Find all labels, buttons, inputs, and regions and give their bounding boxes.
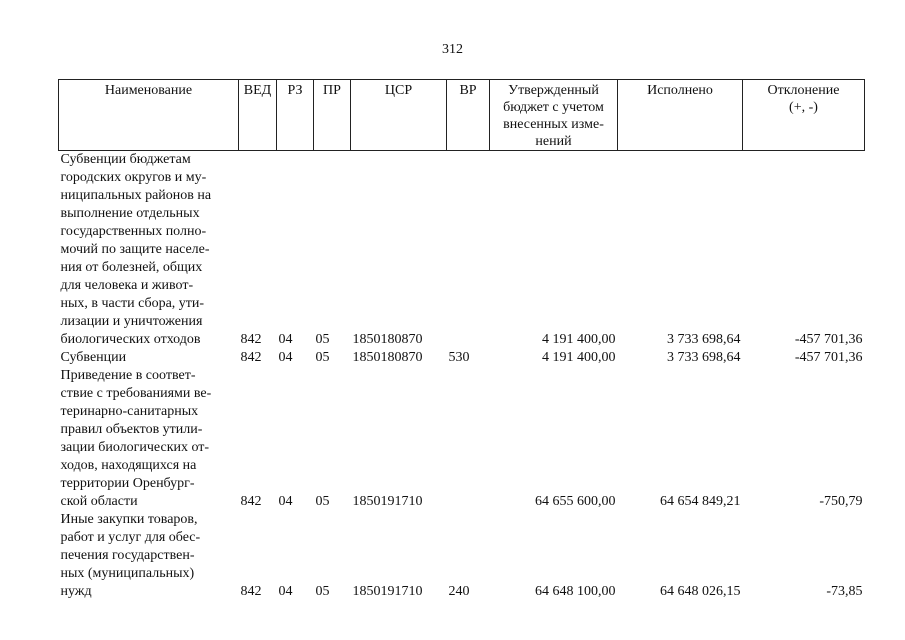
row-name-line: ствие с требованиями ве- [60, 386, 212, 401]
row-name-line: выполнение отдельных [60, 206, 200, 221]
row-name-line: городских округов и му- [60, 170, 207, 185]
header-budget [490, 80, 618, 151]
header-csr: ЦСР [351, 80, 447, 151]
row-csr: 1850191710 [352, 494, 423, 509]
row-ved: 842 [240, 332, 262, 347]
row-name-line: ниципальных районов на [60, 188, 212, 203]
row-executed: 3 733 698,64 [667, 350, 741, 365]
row-ved: 842 [240, 584, 262, 599]
row-name-line: зации биологических от- [60, 440, 210, 455]
row-vr [447, 151, 490, 350]
row-executed: 64 654 849,21 [660, 494, 741, 509]
row-deviation: -750,79 [819, 494, 863, 509]
header-deviation-line: (+, -) [789, 100, 818, 115]
table-row [59, 367, 865, 511]
row-name-line: мочий по защите населе- [60, 242, 210, 257]
row-name-line: ходов, находящихся на [60, 458, 197, 473]
header-row [59, 80, 865, 151]
header-budget-line: бюджет с учетом [503, 100, 604, 115]
header-deviation-line: Отклонение [767, 83, 840, 98]
row-name-line: Иные закупки товаров, [60, 512, 198, 527]
header-budget-line: Утвержденный [508, 83, 599, 98]
row-rz: 04 [278, 584, 293, 599]
row-name [59, 367, 239, 511]
row-name [59, 511, 239, 601]
row-csr: 1850191710 [352, 584, 423, 599]
row-name-line: ных, в части сбора, ути- [60, 296, 205, 311]
row-csr: 1850180870 [352, 350, 423, 365]
row-rz: 04 [278, 350, 293, 365]
table-row [59, 151, 865, 350]
row-rz: 04 [278, 332, 293, 347]
row-pr: 05 [315, 494, 330, 509]
row-pr: 05 [315, 332, 330, 347]
header-deviation [743, 80, 865, 151]
row-name-line: Субвенции [60, 350, 127, 365]
header-pr: ПР [314, 80, 351, 151]
row-ved: 842 [240, 350, 262, 365]
row-name-line: работ и услуг для обес- [60, 530, 201, 545]
row-budget: 4 191 400,00 [542, 332, 616, 347]
row-name-line: территории Оренбург- [60, 476, 195, 491]
row-executed: 64 648 026,15 [660, 584, 741, 599]
row-budget: 64 648 100,00 [535, 584, 616, 599]
row-name-line: нужд [60, 584, 92, 599]
row-name-line: государственных полно- [60, 224, 207, 239]
row-ved: 842 [240, 494, 262, 509]
row-deviation: -73,85 [826, 584, 863, 599]
row-csr: 1850180870 [352, 332, 423, 347]
row-name-line: лизации и уничтожения [60, 314, 203, 329]
row-name [59, 151, 239, 350]
row-name-line: биологических отходов [60, 332, 201, 347]
row-deviation: -457 701,36 [794, 350, 863, 365]
row-rz: 04 [278, 494, 293, 509]
page-number: 312 [442, 42, 463, 57]
table-row [59, 349, 865, 367]
row-pr: 05 [315, 350, 330, 365]
header-executed: Исполнено [618, 80, 743, 151]
row-budget: 4 191 400,00 [542, 350, 616, 365]
row-name-line: правил объектов утили- [60, 422, 203, 437]
budget-table [58, 79, 865, 601]
row-name-line: для человека и живот- [60, 278, 194, 293]
table-row [59, 511, 865, 601]
row-name [59, 349, 239, 367]
row-executed: 3 733 698,64 [667, 332, 741, 347]
row-name-line: теринарно-санитарных [60, 404, 199, 419]
row-name-line: ской области [60, 494, 138, 509]
row-vr: 240 [448, 584, 470, 599]
row-name-line: Субвенции бюджетам [60, 152, 191, 167]
header-budget-line: внесенных изме- [503, 117, 604, 132]
header-vr: ВР [447, 80, 490, 151]
row-budget: 64 655 600,00 [535, 494, 616, 509]
header-ved: ВЕД [239, 80, 277, 151]
row-deviation: -457 701,36 [794, 332, 863, 347]
row-vr: 530 [448, 350, 470, 365]
row-name-line: Приведение в соответ- [60, 368, 196, 383]
row-pr: 05 [315, 584, 330, 599]
row-vr [447, 367, 490, 511]
header-rz: РЗ [277, 80, 314, 151]
row-name-line: ния от болезней, общих [60, 260, 203, 275]
row-name-line: ных (муниципальных) [60, 566, 195, 581]
header-name: Наименование [59, 80, 239, 151]
row-name-line: печения государствен- [60, 548, 195, 563]
header-budget-line: нений [535, 134, 572, 149]
